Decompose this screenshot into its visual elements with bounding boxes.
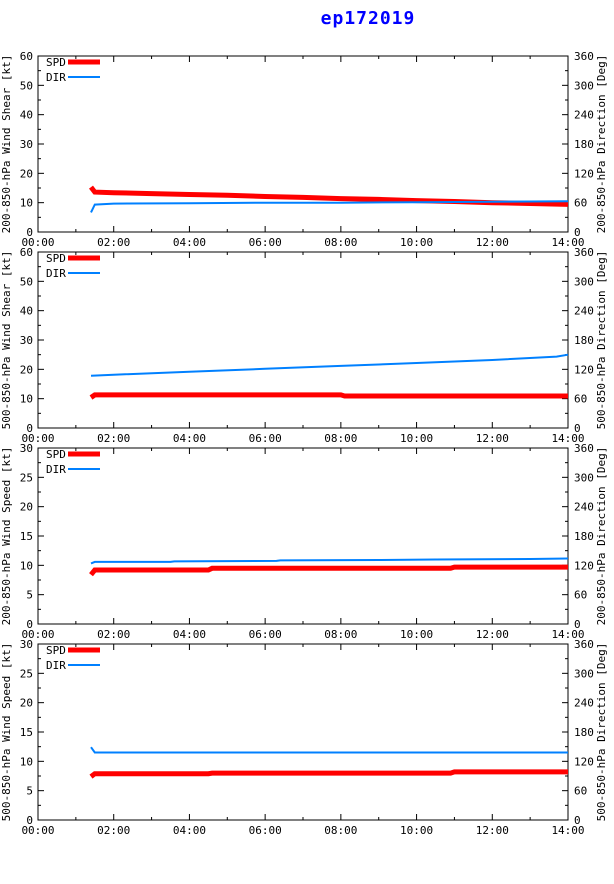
legend-label-spd: SPD [46, 448, 66, 461]
x-tick-label: 00:00 [21, 236, 55, 249]
chart-title: ep172019 [320, 8, 416, 29]
x-tick-label: 08:00 [324, 432, 358, 445]
x-tick-label: 10:00 [400, 628, 434, 641]
y-left-tick-label: 25 [19, 471, 33, 485]
y-right-tick-label: 180 [574, 726, 594, 739]
panel-500-850-wind-shear-plot [0, 241, 614, 445]
plot-border [38, 644, 568, 820]
y-right-tick-label: 60 [574, 784, 588, 798]
panel-500-850-wind-speed-plot [0, 633, 614, 837]
x-tick-label: 06:00 [248, 628, 282, 641]
x-tick-label: 08:00 [324, 824, 358, 837]
x-tick-label: 08:00 [324, 236, 358, 249]
right-axis-label: 200-850-hPa Direction [Deg] [595, 446, 608, 626]
x-tick-label: 12:00 [475, 432, 509, 445]
y-right-tick-label: 240 [574, 500, 594, 514]
panel-200-850-wind-shear [0, 45, 614, 249]
y-right-tick-label: 0 [574, 422, 581, 435]
y-right-tick-label: 0 [574, 814, 581, 827]
x-tick-label: 04:00 [172, 824, 206, 837]
plot-border [38, 448, 568, 624]
y-left-tick-label: 30 [19, 138, 33, 151]
plot-border [38, 252, 568, 428]
x-tick-label: 02:00 [97, 236, 131, 249]
y-left-tick-label: 5 [26, 784, 33, 798]
y-left-tick-label: 40 [19, 304, 33, 318]
y-left-tick-label: 60 [19, 50, 33, 63]
y-left-tick-label: 50 [19, 275, 33, 289]
x-tick-label: 10:00 [400, 432, 434, 445]
y-right-tick-label: 300 [574, 79, 594, 93]
x-tick-label: 00:00 [21, 432, 55, 445]
y-left-tick-label: 5 [26, 588, 33, 602]
panels-container [0, 45, 614, 837]
spd-line [91, 567, 568, 575]
plot-border [38, 56, 568, 232]
x-tick-label: 06:00 [248, 432, 282, 445]
x-tick-label: 10:00 [400, 824, 434, 837]
legend-label-spd: SPD [46, 644, 66, 657]
y-left-tick-label: 40 [19, 108, 33, 122]
x-tick-label: 04:00 [172, 628, 206, 641]
y-left-tick-label: 0 [26, 422, 33, 435]
y-right-tick-label: 180 [574, 138, 594, 151]
y-right-tick-label: 360 [574, 638, 594, 651]
legend-label-spd: SPD [46, 252, 66, 265]
x-tick-label: 10:00 [400, 236, 434, 249]
right-axis-label: 500-850-hPa Direction [Deg] [595, 250, 608, 430]
y-left-tick-label: 20 [19, 363, 33, 377]
x-tick-label: 14:00 [551, 824, 585, 837]
spd-line [91, 772, 568, 777]
y-left-tick-label: 15 [19, 530, 33, 543]
panel-200-850-wind-shear-plot [0, 45, 614, 249]
y-right-tick-label: 120 [574, 755, 594, 769]
legend-label-dir: DIR [46, 659, 66, 672]
legend-label-dir: DIR [46, 71, 66, 84]
y-left-tick-label: 10 [19, 755, 33, 769]
legend-label-dir: DIR [46, 463, 66, 476]
y-left-tick-label: 20 [19, 696, 33, 710]
x-tick-label: 06:00 [248, 236, 282, 249]
y-left-tick-label: 30 [19, 334, 33, 347]
y-left-tick-label: 20 [19, 167, 33, 181]
x-tick-label: 02:00 [97, 824, 131, 837]
y-left-tick-label: 50 [19, 79, 33, 93]
y-right-tick-label: 300 [574, 471, 594, 485]
y-left-tick-label: 60 [19, 246, 33, 259]
y-right-tick-label: 120 [574, 363, 594, 377]
legend-label-dir: DIR [46, 267, 66, 280]
left-axis-label: 200-850-hPa Wind Shear [kt] [0, 54, 13, 234]
y-right-tick-label: 240 [574, 304, 594, 318]
y-left-tick-label: 0 [26, 814, 33, 827]
x-tick-label: 04:00 [172, 236, 206, 249]
y-left-tick-label: 10 [19, 196, 33, 210]
dir-line [91, 559, 568, 564]
panel-200-850-wind-speed-plot [0, 437, 614, 641]
right-axis-label: 500-850-hPa Direction [Deg] [595, 642, 608, 822]
left-axis-label: 200-850-hPa Wind Speed [kt] [0, 446, 13, 626]
x-tick-label: 00:00 [21, 628, 55, 641]
dir-line [91, 747, 568, 752]
panel-500-850-wind-shear [0, 241, 614, 445]
y-right-tick-label: 120 [574, 167, 594, 181]
x-tick-label: 14:00 [551, 432, 585, 445]
y-right-tick-label: 180 [574, 530, 594, 543]
dir-line [91, 355, 568, 376]
y-left-tick-label: 10 [19, 392, 33, 406]
x-tick-label: 06:00 [248, 824, 282, 837]
y-right-tick-label: 60 [574, 392, 588, 406]
y-left-tick-label: 10 [19, 559, 33, 573]
y-right-tick-label: 240 [574, 696, 594, 710]
x-tick-label: 14:00 [551, 628, 585, 641]
y-right-tick-label: 60 [574, 588, 588, 602]
y-right-tick-label: 360 [574, 442, 594, 455]
x-tick-label: 08:00 [324, 628, 358, 641]
x-tick-label: 12:00 [475, 236, 509, 249]
left-axis-label: 500-850-hPa Wind Speed [kt] [0, 642, 13, 822]
spd-line [91, 395, 568, 398]
y-right-tick-label: 60 [574, 196, 588, 210]
y-right-tick-label: 0 [574, 618, 581, 631]
x-tick-label: 02:00 [97, 432, 131, 445]
y-right-tick-label: 300 [574, 667, 594, 681]
y-right-tick-label: 180 [574, 334, 594, 347]
y-left-tick-label: 25 [19, 667, 33, 681]
y-left-tick-label: 0 [26, 226, 33, 239]
y-right-tick-label: 240 [574, 108, 594, 122]
y-right-tick-label: 360 [574, 50, 594, 63]
y-right-tick-label: 120 [574, 559, 594, 573]
panel-500-850-wind-speed [0, 633, 614, 837]
left-axis-label: 500-850-hPa Wind Shear [kt] [0, 250, 13, 430]
x-tick-label: 04:00 [172, 432, 206, 445]
x-tick-label: 12:00 [475, 824, 509, 837]
y-left-tick-label: 20 [19, 500, 33, 514]
right-axis-label: 200-850-hPa Direction [Deg] [595, 54, 608, 234]
x-tick-label: 12:00 [475, 628, 509, 641]
y-left-tick-label: 15 [19, 726, 33, 739]
y-left-tick-label: 0 [26, 618, 33, 631]
y-left-tick-label: 30 [19, 638, 33, 651]
legend-label-spd: SPD [46, 56, 66, 69]
x-tick-label: 00:00 [21, 824, 55, 837]
panel-200-850-wind-speed [0, 437, 614, 641]
y-right-tick-label: 0 [574, 226, 581, 239]
y-right-tick-label: 360 [574, 246, 594, 259]
x-tick-label: 14:00 [551, 236, 585, 249]
y-right-tick-label: 300 [574, 275, 594, 289]
y-left-tick-label: 30 [19, 442, 33, 455]
x-tick-label: 02:00 [97, 628, 131, 641]
